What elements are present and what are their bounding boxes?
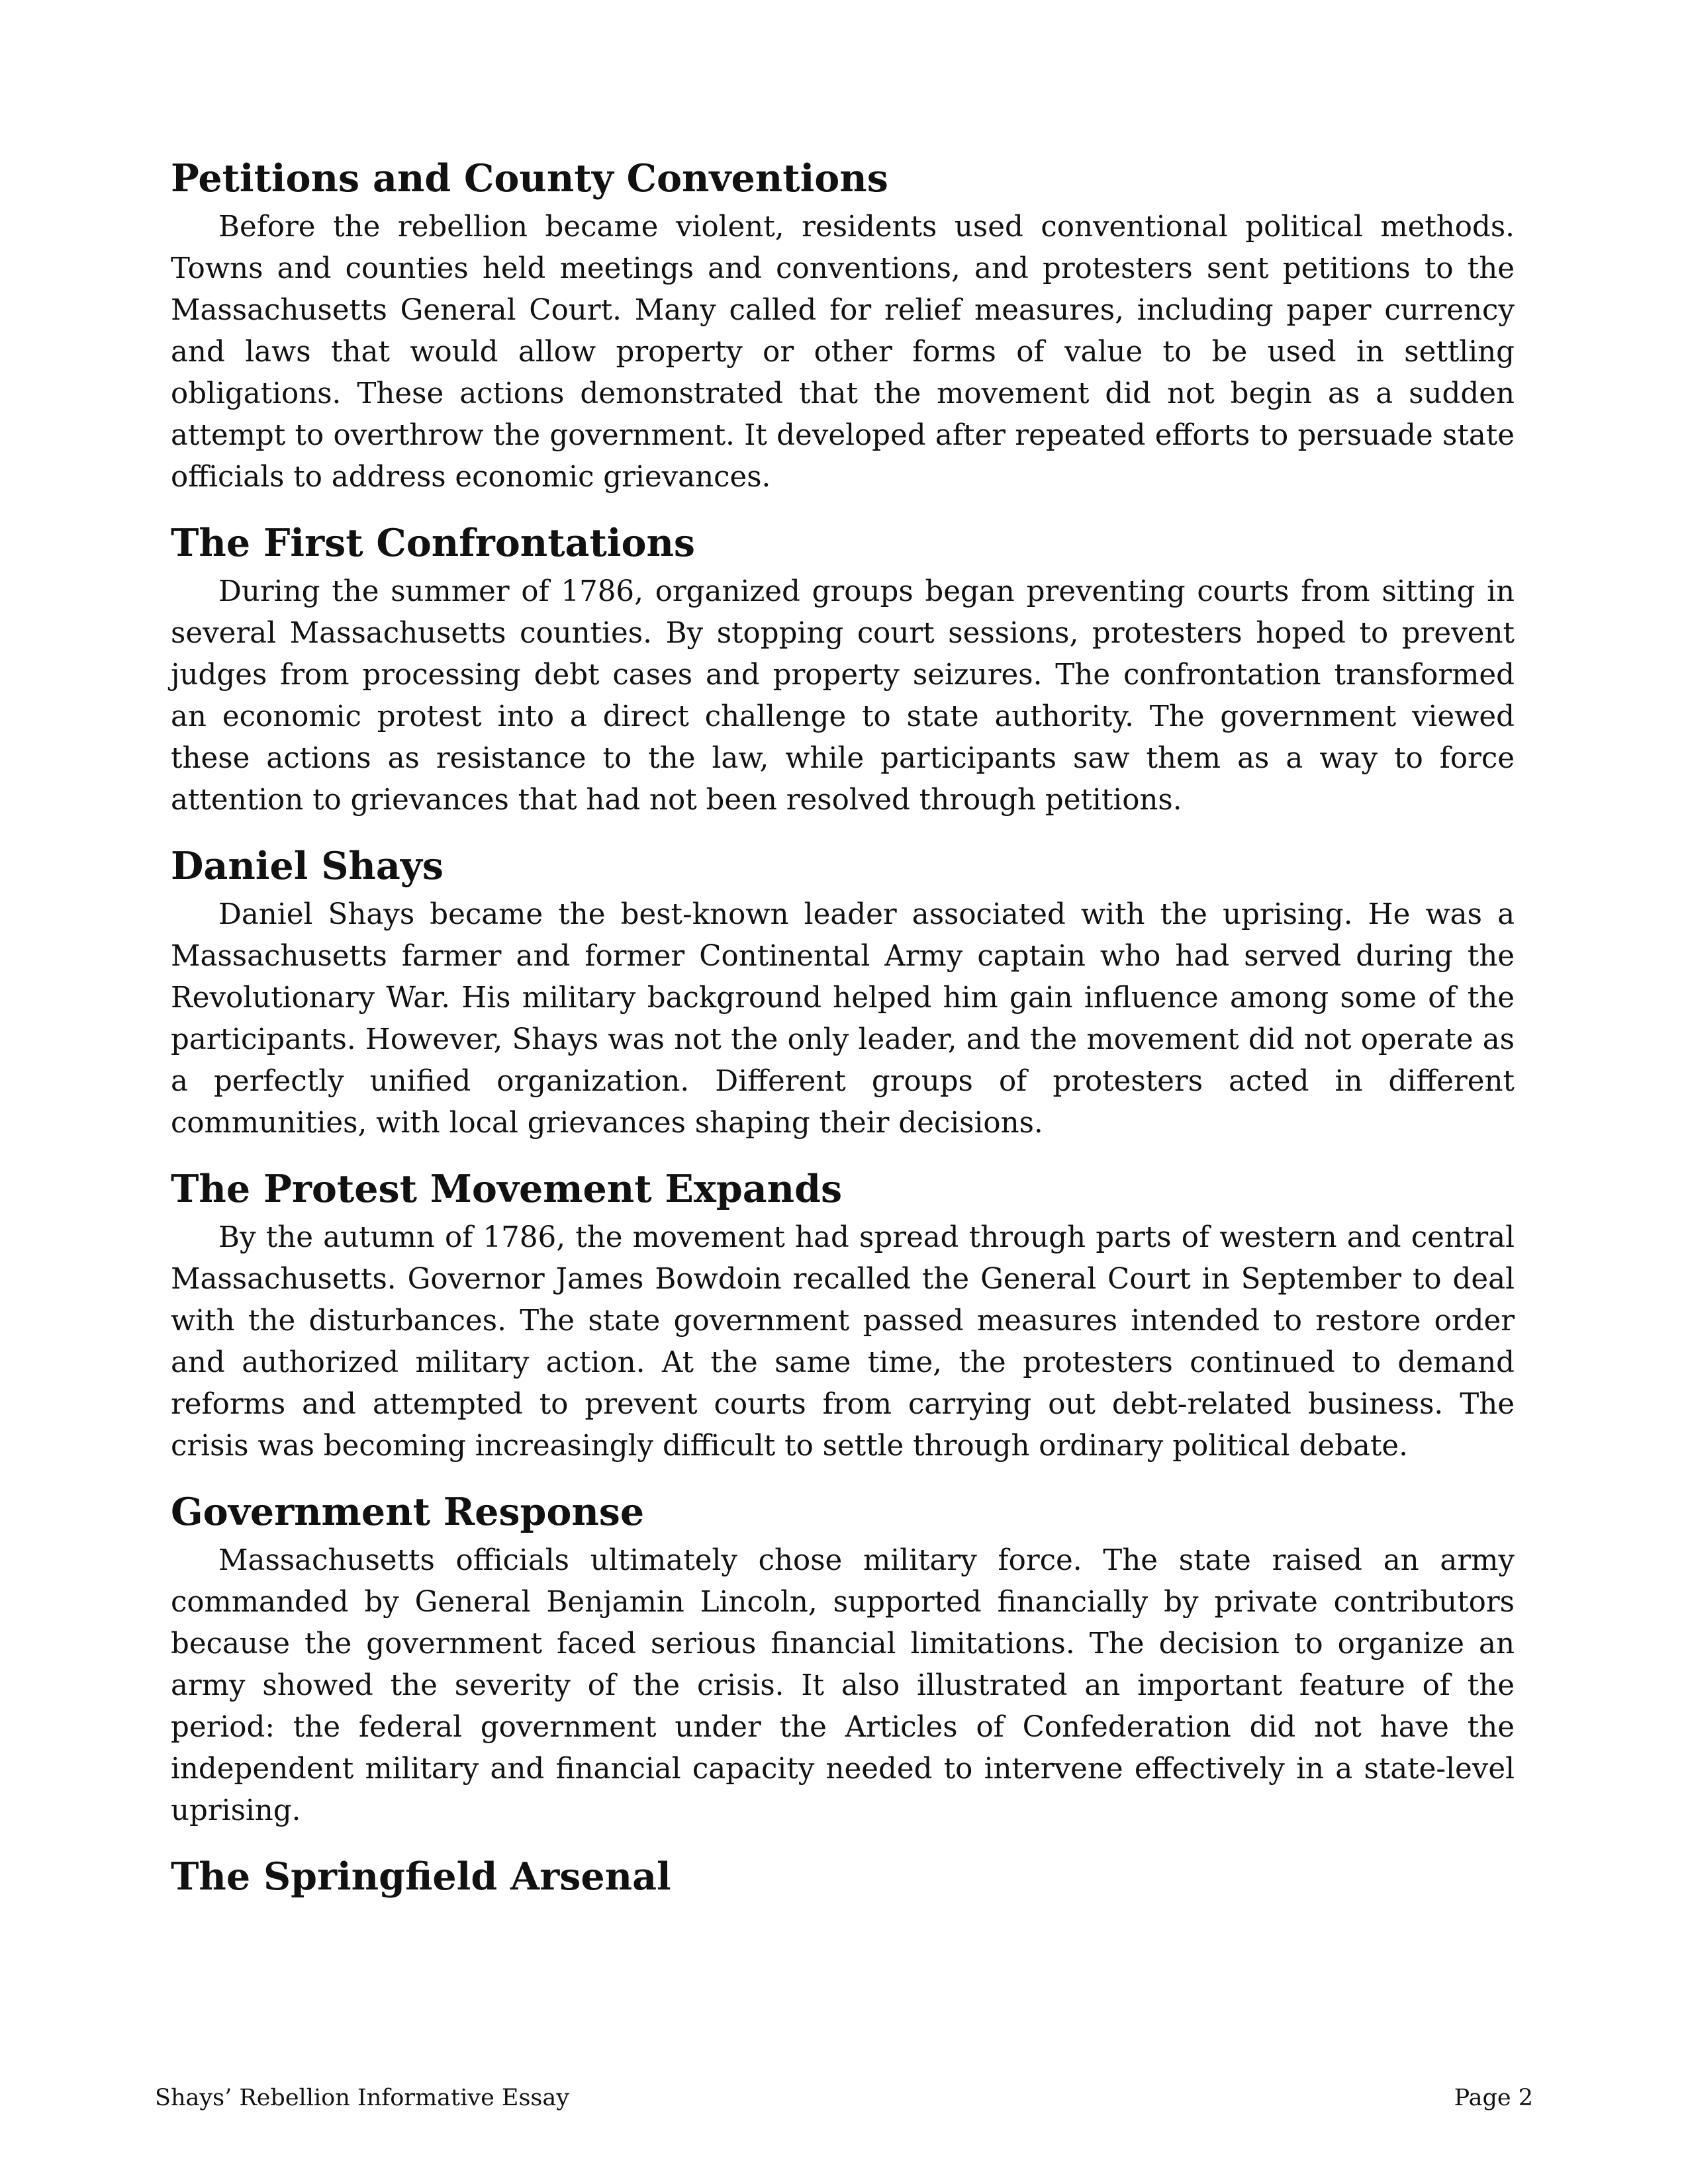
section-paragraph: Before the rebellion became violent, residents used conventional political methods. Towns and counties held meetings and conventions, and protesters sent petitions to the Massachusetts General Court. Many called for relief measures, including paper currency and laws that would allow property or other forms of value to be used in settling obligations. These actions demonstrated that the movement did not begin as a sudden attempt to overthrow the government. It developed after repeated efforts to persuade state officials to address economic grievances. xyxy=(171,210,1515,494)
section-first-confrontations xyxy=(171,517,1515,821)
footer-page-number: Page 2 xyxy=(1454,2085,1533,2111)
section-petitions xyxy=(171,152,1515,498)
section-government-response xyxy=(171,1486,1515,1832)
section-springfield-arsenal xyxy=(171,1850,1515,1903)
section-heading: Petitions and County Conventions xyxy=(171,156,888,201)
section-heading: Government Response xyxy=(171,1490,645,1534)
essay-content xyxy=(171,152,1515,1903)
section-heading: Daniel Shays xyxy=(171,844,444,888)
section-paragraph: Massachusetts officials ultimately chose military force. The state raised an army commanded by General Benjamin Lincoln, supported financially by private contributors because the government faced serious financial limitations. The decision to organize an army showed the severity of the crisis. It also illustrated an important feature of the period: the federal government under the Articles of Confederation did not have the independent military and financial capacity needed to intervene effectively in a state-level uprising. xyxy=(171,1544,1515,1827)
section-heading: The First Confrontations xyxy=(171,521,696,565)
footer-document-title: Shays’ Rebellion Informative Essay xyxy=(155,2085,570,2111)
section-paragraph: Daniel Shays became the best-known leader associated with the uprising. He was a Massachusetts farmer and former Continental Army captain who had served during the Revolutionary War. His military background helped him gain influence among some of the participants. However, Shays was not the only leader, and the movement did not operate as a perfectly unified organization. Different groups of protesters acted in different communities, with local grievances shaping their decisions. xyxy=(171,898,1515,1140)
section-heading: The Springfield Arsenal xyxy=(171,1854,671,1899)
section-heading: The Protest Movement Expands xyxy=(171,1167,843,1211)
section-daniel-shays xyxy=(171,840,1515,1144)
section-movement-expands xyxy=(171,1163,1515,1467)
section-paragraph: During the summer of 1786, organized groups began preventing courts from sitting in several Massachusetts counties. By stopping court sessions, protesters hoped to prevent judges from processing debt cases and property seizures. The confrontation transformed an economic protest into a direct challenge to state authority. The government viewed these actions as resistance to the law, while participants saw them as a way to force attention to grievances that had not been resolved through petitions. xyxy=(171,575,1515,817)
section-paragraph: By the autumn of 1786, the movement had spread through parts of western and central Massachusetts. Governor James Bowdoin recalled the General Court in September to deal with the disturbances. The state government passed measures intended to restore order and authorized military action. At the same time, the protesters continued to demand reforms and attempted to prevent courts from carrying out debt-related business. The crisis was becoming increasingly difficult to settle through ordinary political debate. xyxy=(171,1221,1515,1463)
